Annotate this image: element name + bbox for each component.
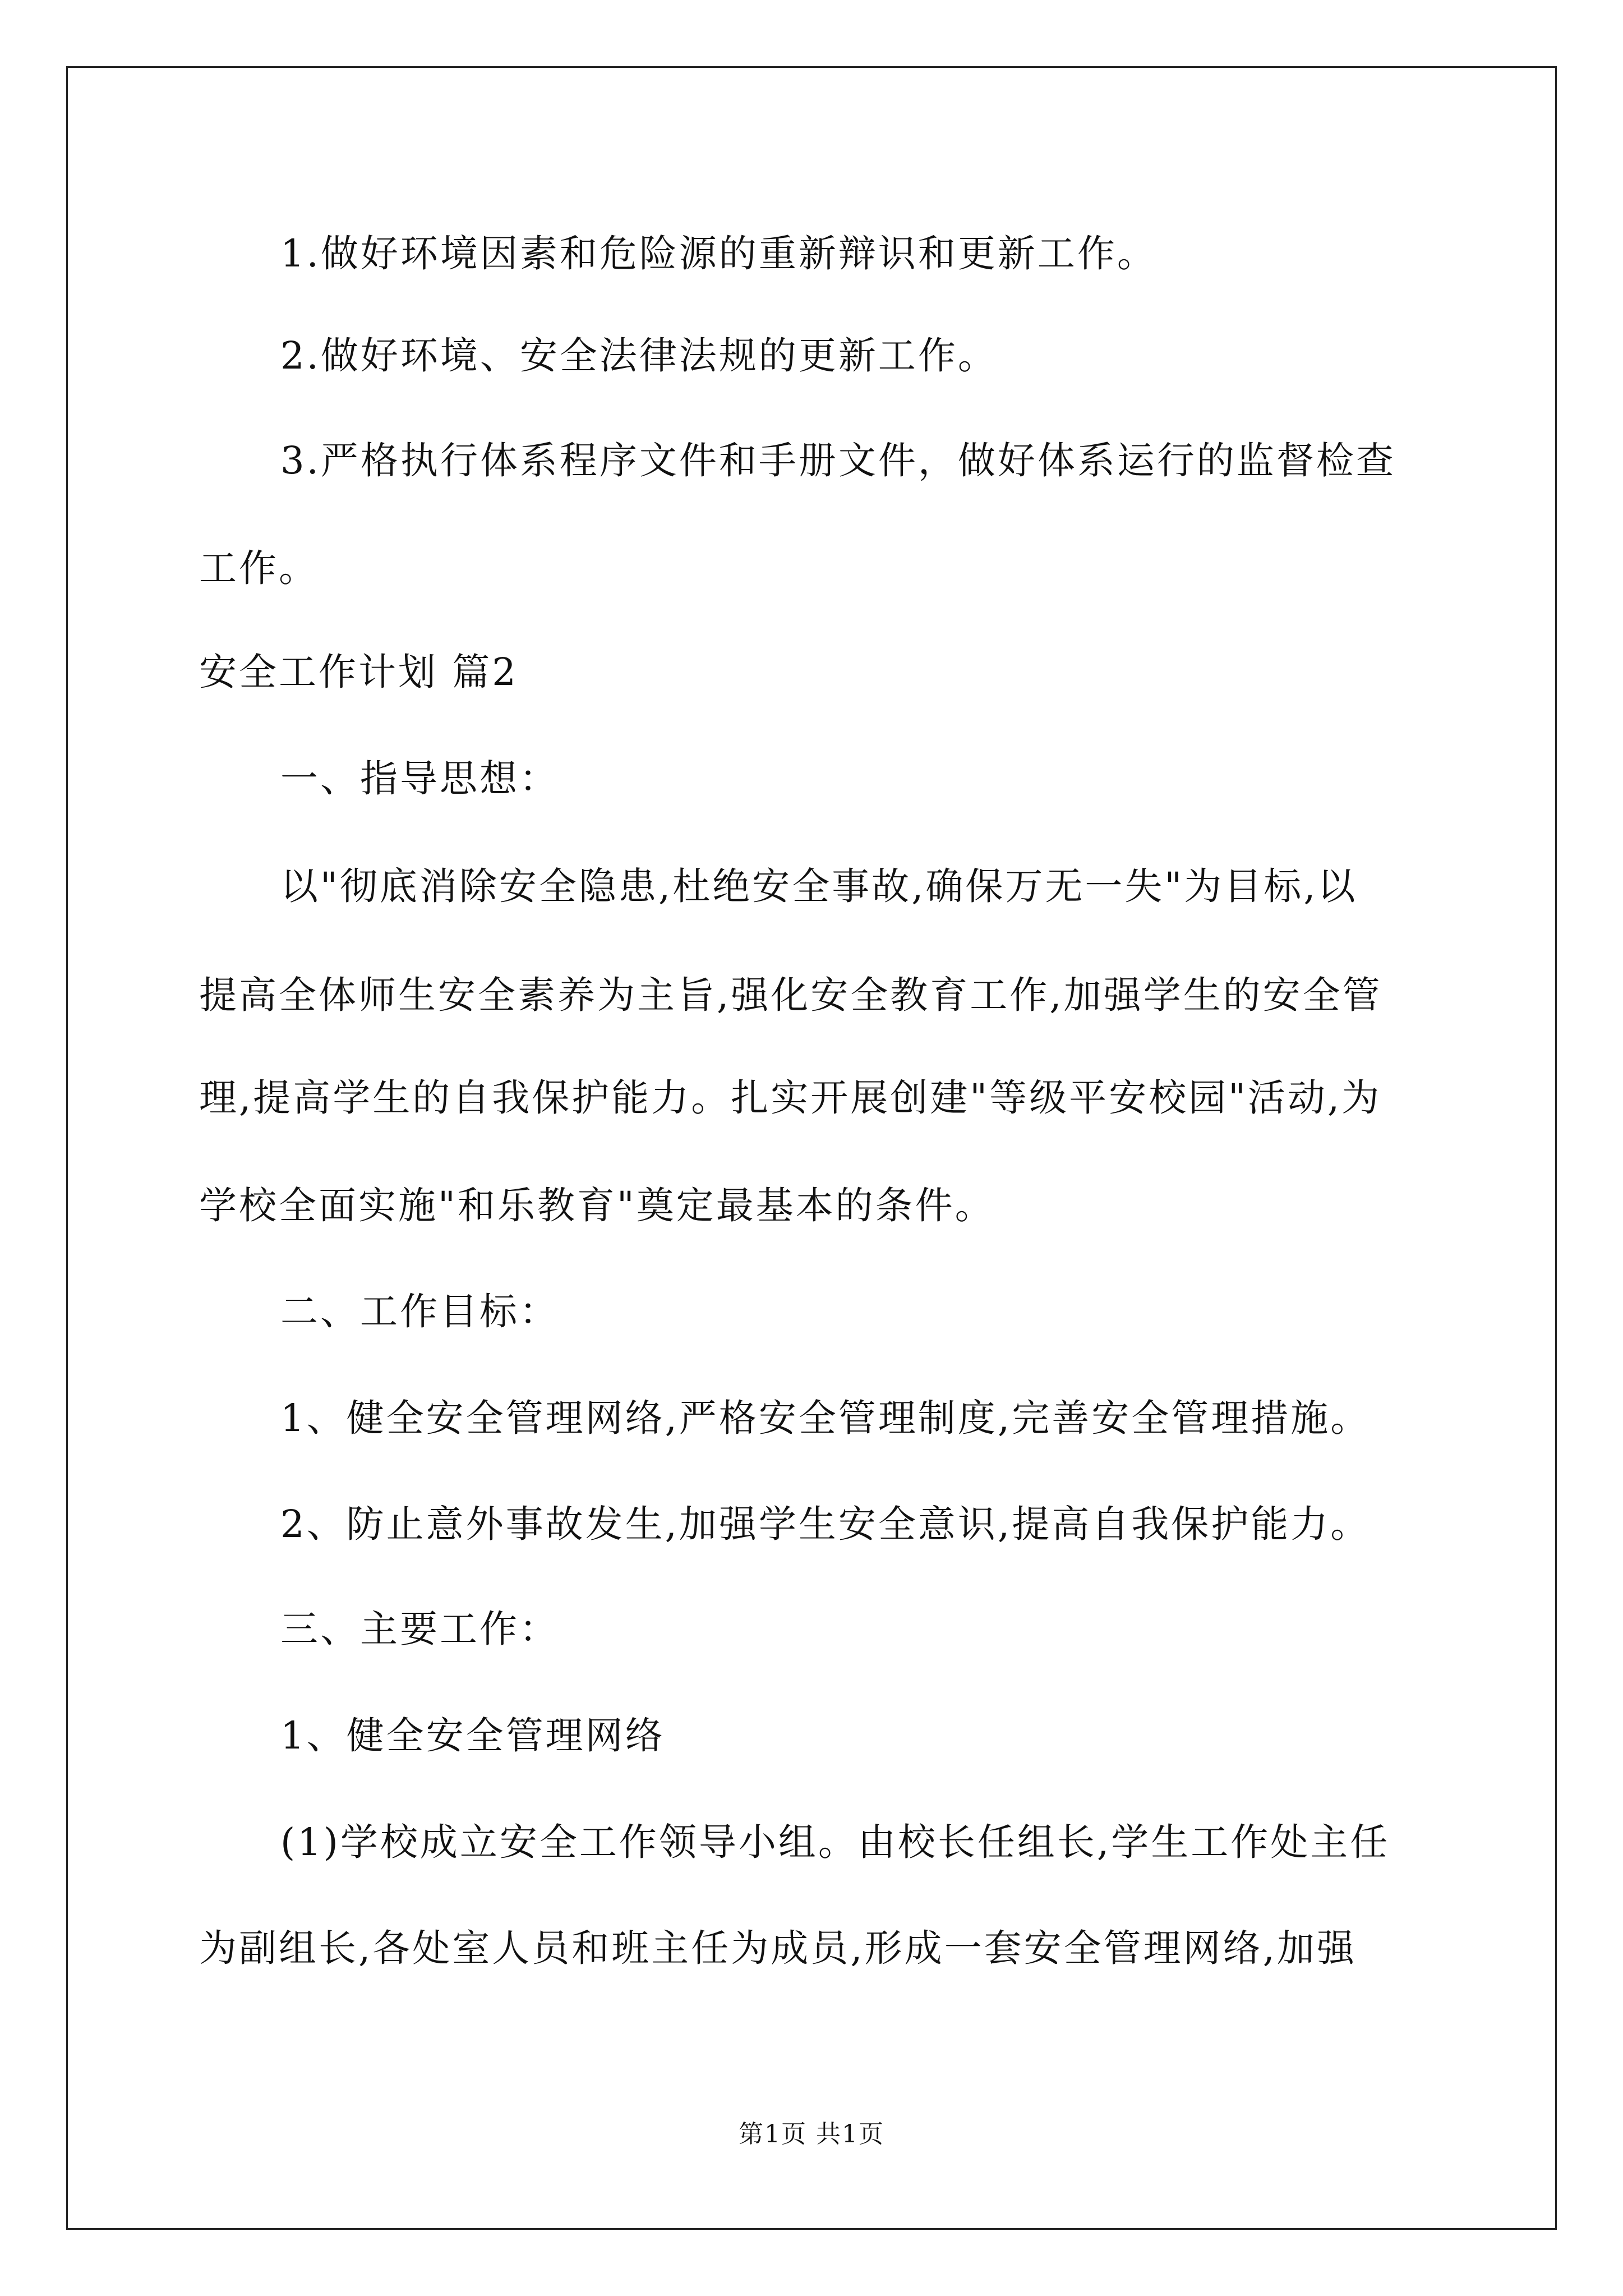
section-title: 安全工作计划 篇2 — [199, 650, 518, 694]
paragraph-line: 以"彻底消除安全隐患,杜绝安全事故,确保万无一失"为目标,以 — [280, 864, 1358, 908]
heading-main-work: 三、主要工作： — [280, 1607, 559, 1651]
heading-guiding-ideology: 一、指导思想： — [280, 757, 559, 800]
page-number-footer: 第1页 共1页 — [739, 2120, 884, 2148]
goal-item-1: 1、健全安全管理网络,严格安全管理制度,完善安全管理措施。 — [280, 1396, 1371, 1440]
subheading-safety-network: 1、健全安全管理网络 — [280, 1714, 665, 1757]
paragraph-line: 为副组长,各处室人员和班主任为成员,形成一套安全管理网络,加强 — [199, 1926, 1357, 1970]
paragraph-line: (1)学校成立安全工作领导小组。由校长任组长,学生工作处主任 — [280, 1820, 1390, 1864]
page-border — [66, 66, 1557, 2230]
list-item-1: 1.做好环境因素和危险源的重新辩识和更新工作。 — [280, 232, 1157, 275]
paragraph-line: 提高全体师生安全素养为主旨,强化安全教育工作,加强学生的安全管 — [199, 973, 1382, 1017]
list-item-3: 3.严格执行体系程序文件和手册文件，做好体系运行的监督检查 — [280, 439, 1396, 482]
list-item-2: 2.做好环境、安全法律法规的更新工作。 — [280, 334, 998, 378]
paragraph-line: 学校全面实施"和乐教育"奠定最基本的条件。 — [199, 1184, 995, 1227]
list-item-3-continued: 工作。 — [199, 546, 319, 590]
heading-work-goals: 二、工作目标： — [280, 1290, 559, 1333]
paragraph-line: 理,提高学生的自我保护能力。扎实开展创建"等级平安校园"活动,为 — [199, 1076, 1382, 1120]
goal-item-2: 2、防止意外事故发生,加强学生安全意识,提高自我保护能力。 — [280, 1502, 1371, 1546]
